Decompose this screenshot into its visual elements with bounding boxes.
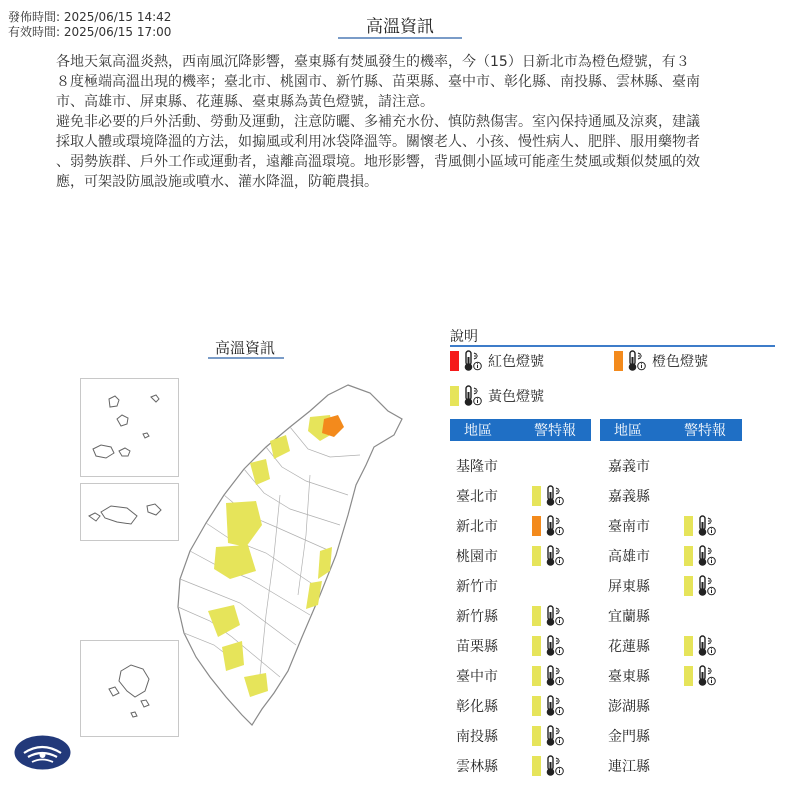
table-row	[608, 601, 684, 631]
region-name: 新竹市	[456, 579, 498, 595]
table-row	[456, 601, 570, 631]
region-name: 臺北市	[456, 489, 498, 505]
alert-signal-yellow	[684, 635, 722, 657]
legend-yellow-label: 黃色燈號	[488, 389, 544, 405]
thermometer-icon	[463, 385, 482, 407]
description-line: 各地天氣高溫炎熱，西南風沉降影響，臺東縣有焚風發生的機率，今（15）日新北市為橙色燈號，有３	[56, 54, 690, 70]
table-row	[456, 481, 570, 511]
thermometer-icon	[545, 545, 564, 567]
page-title: 高溫資訊	[366, 17, 434, 37]
region-name: 新北市	[456, 519, 498, 535]
table-row	[608, 481, 684, 511]
alert-color-bar	[684, 666, 693, 686]
valid-time-label: 有效時間:	[8, 25, 61, 39]
region-name: 新竹縣	[456, 609, 498, 625]
description-line: 、弱勢族群、戶外工作或運動者，遠離高溫環境。地形影響，背風側小區域可能產生焚風或類似焚風的效	[56, 154, 700, 170]
region-name: 屏東縣	[608, 579, 650, 595]
region-name: 桃園市	[456, 549, 498, 565]
region-name: 金門縣	[608, 729, 650, 745]
thermometer-icon	[463, 350, 482, 372]
thermometer-icon	[545, 635, 564, 657]
table-row	[456, 661, 570, 691]
alert-signal-yellow	[532, 635, 570, 657]
table-row	[608, 631, 722, 661]
alert-color-bar	[684, 516, 693, 536]
legend-underline	[450, 345, 775, 347]
thermometer-icon	[697, 515, 716, 537]
matsu-islands-shape	[81, 379, 178, 476]
issue-time-value: 2025/06/15 14:42	[63, 10, 172, 24]
description-line: 市、高雄市、屏東縣、花蓮縣、臺東縣為黃色燈號，請注意。	[56, 94, 434, 110]
region-name: 宜蘭縣	[608, 609, 650, 625]
table-row	[456, 451, 532, 481]
table-row	[608, 691, 684, 721]
table-row	[456, 571, 532, 601]
region-name: 高雄市	[608, 549, 650, 565]
region-name: 南投縣	[456, 729, 498, 745]
thermometer-icon	[545, 755, 564, 777]
region-name: 連江縣	[608, 759, 650, 775]
region-name: 基隆市	[456, 459, 498, 475]
thermometer-icon	[545, 725, 564, 747]
alert-signal-yellow	[532, 485, 570, 507]
col-region-header: 地區	[614, 423, 642, 439]
legend-red-label: 紅色燈號	[488, 354, 544, 370]
col-alert-header: 警特報	[534, 423, 576, 439]
map-title-underline	[208, 357, 284, 359]
thermometer-icon	[545, 695, 564, 717]
valid-time-value: 2025/06/15 17:00	[63, 25, 172, 39]
description-line: 應，可架設防風設施或噴水、灌水降溫，防範農損。	[56, 174, 378, 190]
title-underline	[338, 37, 462, 39]
table-row	[456, 541, 570, 571]
penghu-islands-shape	[81, 641, 178, 736]
issue-time-label: 發佈時間:	[8, 10, 61, 24]
table-row	[608, 511, 722, 541]
taiwan-map	[170, 375, 420, 755]
alert-signal-yellow	[532, 605, 570, 627]
valid-time-row	[8, 23, 171, 40]
description-line: 採取人體或環境降溫的方法，如搧風或利用冰袋降溫等。關懷老人、小孩、慢性病人、肥胖、服用藥物者	[56, 134, 700, 150]
legend-yellow-swatch	[450, 386, 459, 406]
alert-color-bar	[532, 636, 541, 656]
kinmen-islands-shape	[81, 484, 178, 540]
alert-signal-orange	[532, 515, 570, 537]
thermometer-icon	[545, 665, 564, 687]
table-header-left	[450, 419, 591, 441]
region-name: 苗栗縣	[456, 639, 498, 655]
table-row	[456, 691, 570, 721]
thermometer-icon	[697, 665, 716, 687]
description-line: ８度極端高溫出現的機率；臺北市、桃園市、新竹縣、苗栗縣、臺中市、彰化縣、南投縣、雲林縣、臺南	[56, 74, 700, 90]
alert-signal-yellow	[532, 665, 570, 687]
table-row	[608, 571, 722, 601]
region-name: 花蓮縣	[608, 639, 650, 655]
table-row	[456, 511, 570, 541]
col-alert-header: 警特報	[684, 423, 726, 439]
alert-color-bar	[532, 486, 541, 506]
alert-color-bar	[684, 636, 693, 656]
table-row	[608, 721, 684, 751]
legend-orange	[614, 350, 708, 372]
table-row	[608, 751, 684, 781]
thermometer-icon	[545, 605, 564, 627]
alert-signal-yellow	[532, 695, 570, 717]
table-row	[608, 541, 722, 571]
alert-signal-yellow	[532, 755, 570, 777]
alert-color-bar	[532, 546, 541, 566]
region-name: 臺東縣	[608, 669, 650, 685]
alert-color-bar	[532, 726, 541, 746]
thermometer-icon	[627, 350, 646, 372]
legend-orange-swatch	[614, 351, 623, 371]
legend-orange-label: 橙色燈號	[652, 354, 708, 370]
region-name: 臺中市	[456, 669, 498, 685]
region-name: 雲林縣	[456, 759, 498, 775]
map-title: 高溫資訊	[214, 339, 275, 357]
table-row	[608, 661, 722, 691]
alert-signal-yellow	[684, 665, 722, 687]
region-name: 臺南市	[608, 519, 650, 535]
description-line: 避免非必要的戶外活動、勞動及運動，注意防曬、多補充水份、慎防熱傷害。室內保持通風及涼爽，建議	[56, 114, 700, 130]
thermometer-icon	[697, 545, 716, 567]
col-region-header: 地區	[464, 423, 492, 439]
inset-penghu	[80, 640, 179, 737]
alert-color-bar	[532, 516, 541, 536]
alert-color-bar	[532, 696, 541, 716]
alert-signal-yellow	[532, 545, 570, 567]
thermometer-icon	[545, 515, 564, 537]
table-row	[456, 631, 570, 661]
region-name: 嘉義縣	[608, 489, 650, 505]
alert-color-bar	[532, 666, 541, 686]
thermometer-icon	[697, 635, 716, 657]
alert-signal-yellow	[684, 515, 722, 537]
alert-signal-yellow	[532, 725, 570, 747]
region-name: 彰化縣	[456, 699, 498, 715]
thermometer-icon	[545, 485, 564, 507]
legend-red	[450, 350, 544, 372]
table-row	[456, 721, 570, 751]
alert-signal-yellow	[684, 545, 722, 567]
region-name: 嘉義市	[608, 459, 650, 475]
table-header-right	[600, 419, 742, 441]
inset-kinmen	[80, 483, 179, 541]
table-row	[456, 751, 570, 781]
region-name: 澎湖縣	[608, 699, 650, 715]
thermometer-icon	[697, 575, 716, 597]
inset-matsu	[80, 378, 179, 477]
legend-yellow	[450, 385, 544, 407]
legend-red-swatch	[450, 351, 459, 371]
alert-color-bar	[532, 606, 541, 626]
table-row	[608, 451, 684, 481]
alert-color-bar	[684, 546, 693, 566]
alert-color-bar	[532, 756, 541, 776]
cwa-logo	[14, 735, 71, 770]
legend-title: 說明	[450, 329, 478, 345]
alert-color-bar	[684, 576, 693, 596]
alert-signal-yellow	[684, 575, 722, 597]
taiwan-main-island[interactable]	[178, 385, 402, 725]
